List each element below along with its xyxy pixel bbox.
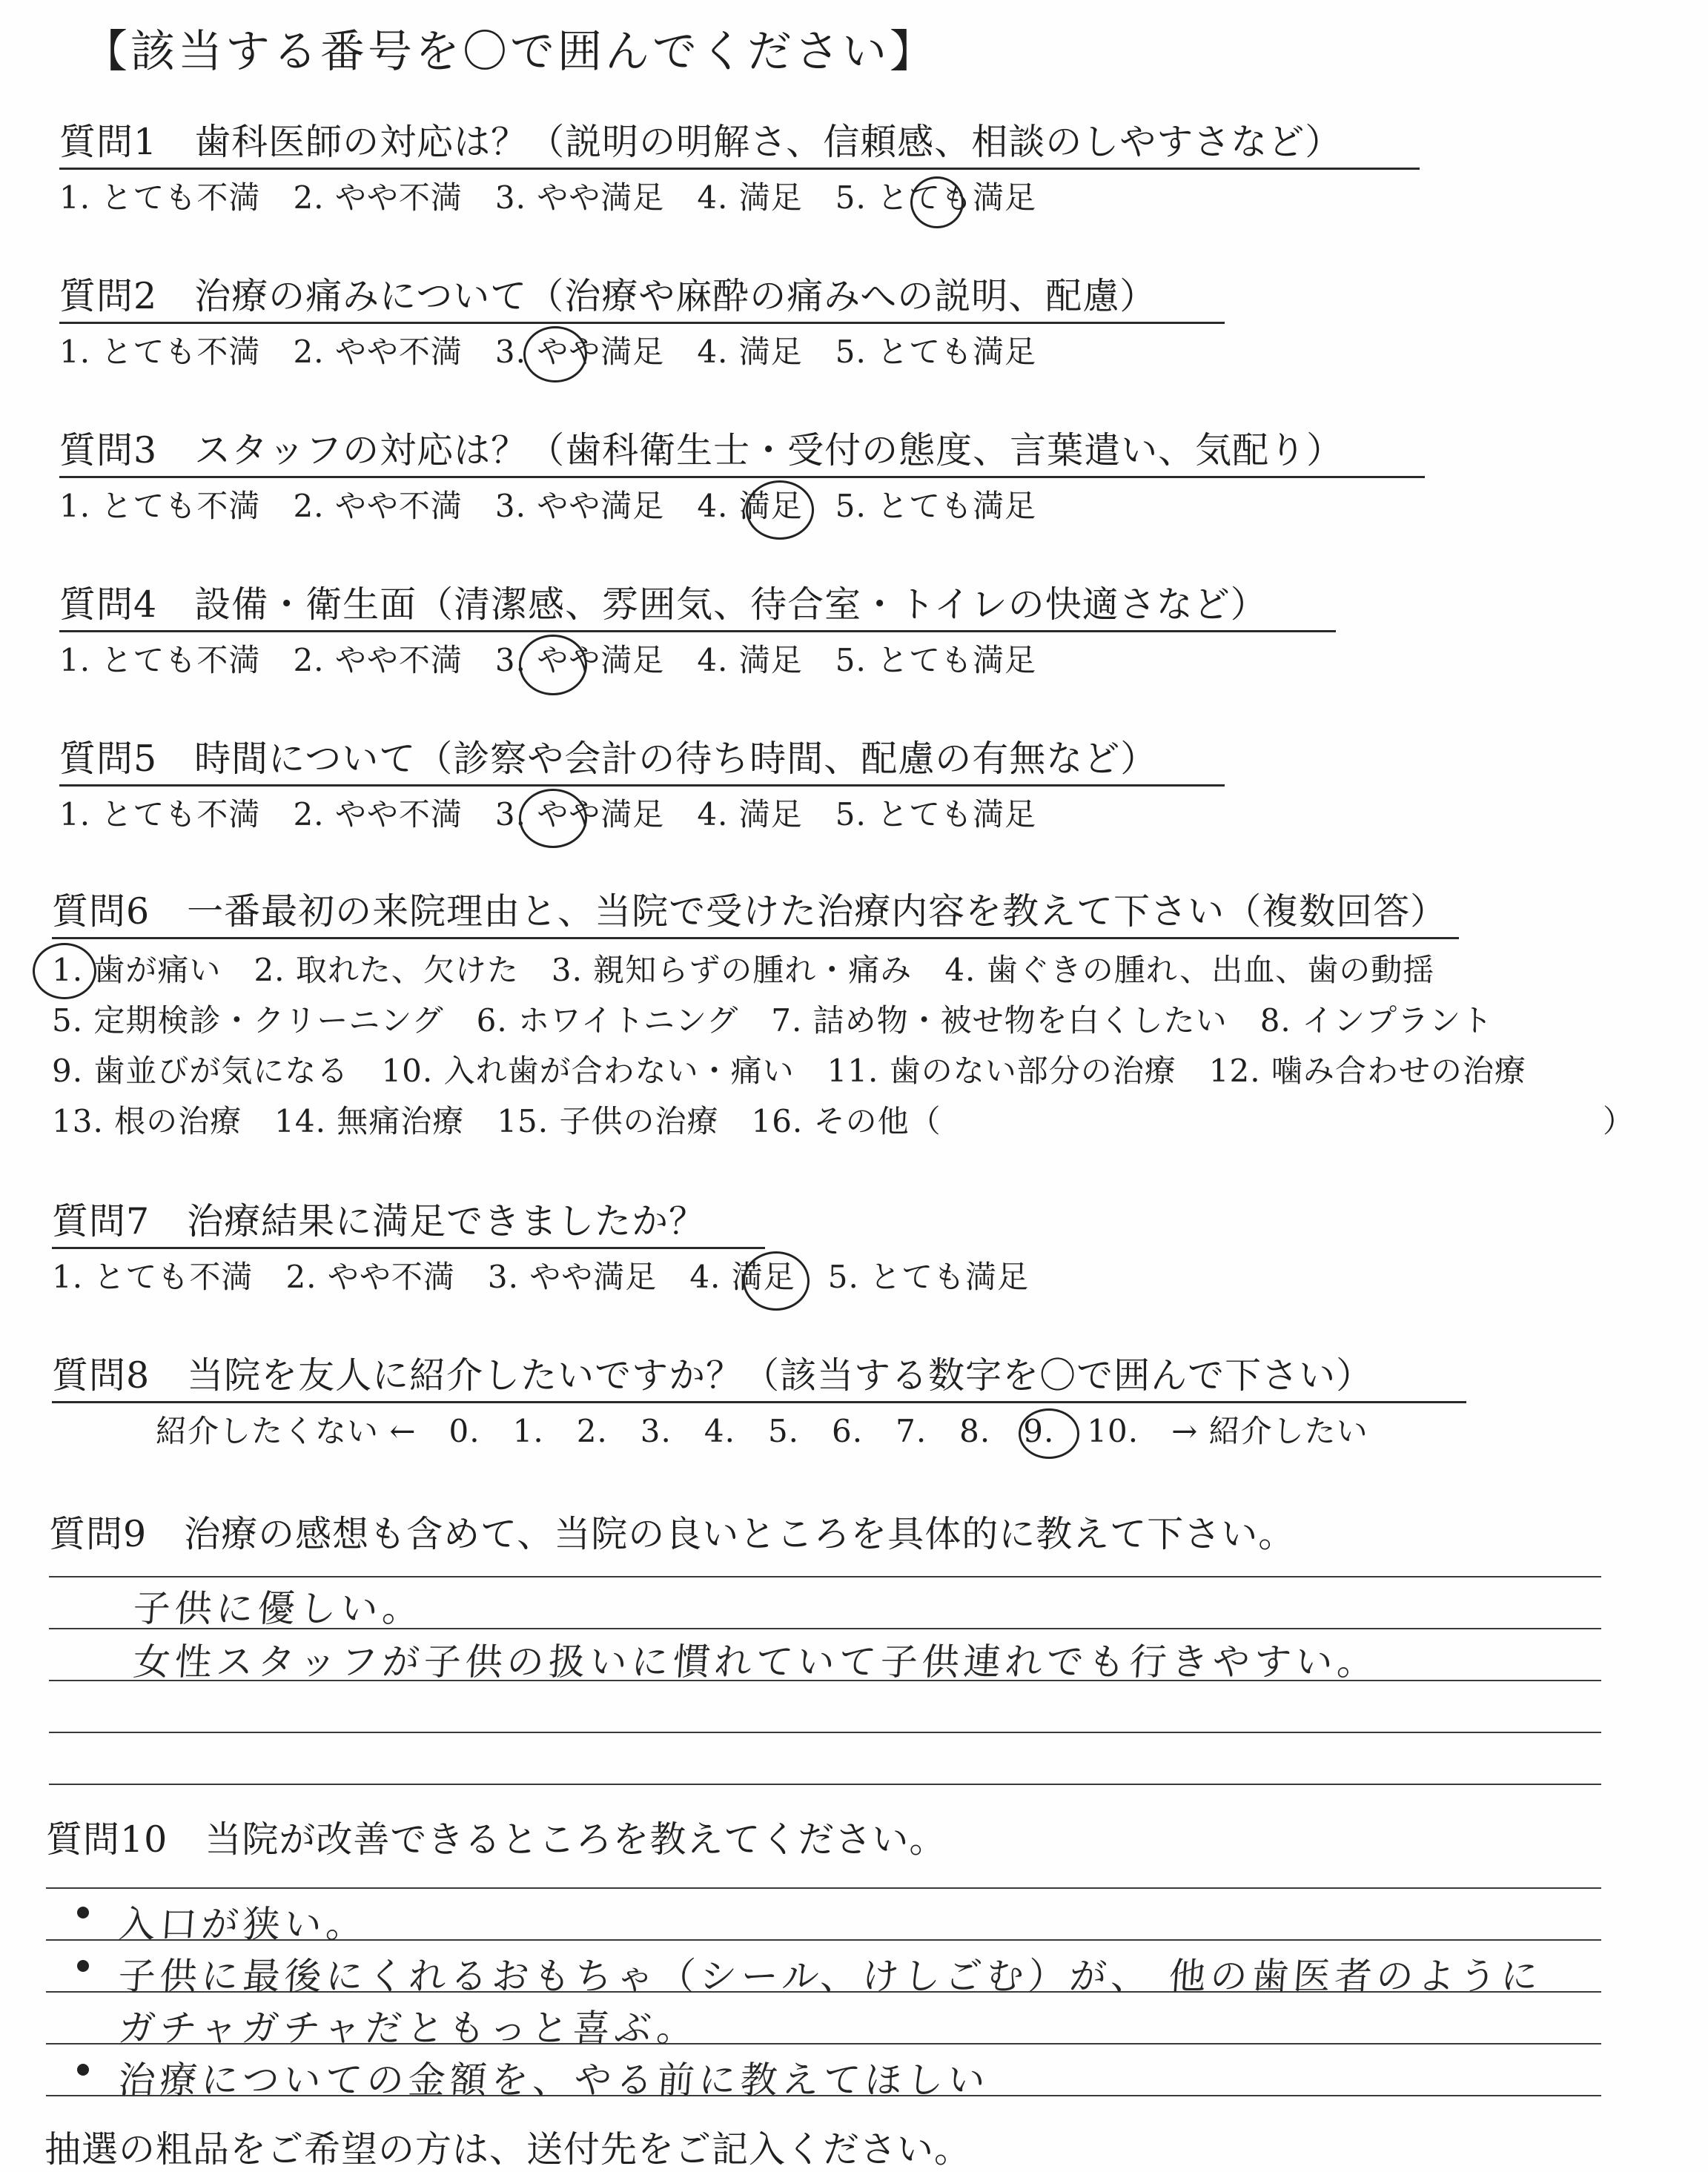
question-3-underline	[59, 476, 1425, 478]
scale-0[interactable]: 0.	[448, 1413, 480, 1449]
question-3-title: 質問3 スタッフの対応は？（歯科衛生士・受付の態度、言葉遣い、気配り）	[59, 429, 1344, 471]
question-2-title: 質問2 治療の痛みについて（治療や麻酔の痛みへの説明、配慮）	[59, 275, 1157, 317]
option-3[interactable]: 3. やや満足	[494, 642, 665, 678]
option-2[interactable]: 2. やや不満	[293, 179, 463, 216]
question-8-scale	[156, 1411, 1401, 1451]
handwritten-answer: 入口が狭い。	[116, 1903, 369, 1946]
question-6-options-row-1	[52, 950, 1467, 990]
answer-line	[49, 1732, 1601, 1733]
option-4[interactable]: 4. 満足	[697, 642, 803, 678]
question-7-options	[52, 1257, 1062, 1297]
question-8-underline	[52, 1401, 1466, 1403]
bullet-dot	[77, 1960, 89, 1972]
other-close-paren: ）	[1603, 1103, 1635, 1139]
question-4-underline	[59, 630, 1336, 632]
option-1[interactable]: 1. とても不満	[59, 334, 261, 370]
question-6-title: 質問6 一番最初の来院理由と、当院で受けた治療内容を教えて下さい（複数回答）	[52, 890, 1448, 933]
option-5[interactable]: 5. とても満足	[835, 642, 1037, 678]
option-4[interactable]: 4. 満足	[697, 796, 803, 832]
option-11[interactable]: 11. 歯のない部分の治療	[827, 1053, 1176, 1089]
scale-7[interactable]: 7.	[896, 1413, 927, 1449]
option-2[interactable]: 2. やや不満	[285, 1259, 455, 1295]
question-10-title: 質問10 当院が改善できるところを教えてください。	[46, 1818, 947, 1861]
question-2-options	[59, 332, 1069, 372]
option-5[interactable]: 5. とても満足	[835, 796, 1037, 832]
option-5[interactable]: 5. とても満足	[835, 488, 1037, 524]
option-3[interactable]: 3. やや満足	[494, 179, 665, 216]
option-10[interactable]: 10. 入れ歯が合わない・痛い	[381, 1053, 795, 1089]
question-7-title: 質問7 治療結果に満足できましたか？	[52, 1200, 706, 1242]
option-5[interactable]: 5. 定期検診・クリーニング	[52, 1002, 444, 1039]
option-9[interactable]: 9. 歯並びが気になる	[52, 1053, 349, 1089]
question-6-options-row-4	[52, 1102, 974, 1142]
option-3[interactable]: 3. 親知らずの腫れ・痛み	[551, 952, 913, 988]
scale-8[interactable]: 8.	[959, 1413, 991, 1449]
question-5-title: 質問5 時間について（診察や会計の待ち時間、配慮の有無など）	[59, 738, 1158, 780]
option-14[interactable]: 14. 無痛治療	[274, 1103, 465, 1139]
option-1[interactable]: 1. とても不満	[52, 1259, 254, 1295]
option-1[interactable]: 1. とても不満	[59, 488, 261, 524]
scale-6[interactable]: 6.	[832, 1413, 864, 1449]
question-1-underline	[59, 168, 1420, 170]
question-5-underline	[59, 784, 1225, 787]
question-4-options	[59, 640, 1069, 681]
answer-line	[49, 1576, 1601, 1577]
option-2[interactable]: 2. やや不満	[293, 642, 463, 678]
option-4[interactable]: 4. 満足	[697, 334, 803, 370]
option-5[interactable]: 5. とても満足	[835, 179, 1037, 216]
scale-5[interactable]: 5.	[767, 1413, 800, 1449]
option-2[interactable]: 2. やや不満	[293, 488, 463, 524]
option-4[interactable]: 4. 満足	[689, 1259, 795, 1295]
option-2[interactable]: 2. やや不満	[293, 796, 463, 832]
scale-1[interactable]: 1.	[512, 1413, 544, 1449]
option-13[interactable]: 13. 根の治療	[52, 1103, 242, 1139]
option-3[interactable]: 3. やや満足	[494, 488, 665, 524]
option-3[interactable]: 3. やや満足	[487, 1259, 658, 1295]
scale-right-label: → 紹介したい	[1171, 1413, 1368, 1449]
question-6-underline	[52, 937, 1459, 939]
question-5-options	[59, 795, 1069, 835]
option-4[interactable]: 4. 満足	[697, 179, 803, 216]
option-16[interactable]: 16. その他（	[751, 1103, 941, 1139]
option-5[interactable]: 5. とても満足	[835, 334, 1037, 370]
footer-note: 抽選の粗品をご希望の方は、送付先をご記入ください。	[44, 2128, 972, 2171]
scale-4[interactable]: 4.	[704, 1413, 735, 1449]
option-7[interactable]: 7. 詰め物・被せ物を白くしたい	[771, 1002, 1228, 1039]
bullet-dot	[77, 1907, 89, 1918]
scale-9[interactable]: 9.	[1023, 1413, 1055, 1449]
option-2[interactable]: 2. やや不満	[293, 334, 463, 370]
question-8-title: 質問8 当院を友人に紹介したいですか？（該当する数字を〇で囲んで下さい）	[52, 1354, 1374, 1397]
option-15[interactable]: 15. 子供の治療	[497, 1103, 719, 1139]
question-7-underline	[52, 1247, 765, 1249]
handwritten-answer: ガチャガチャだともっと喜ぶ。	[116, 2007, 700, 2050]
option-1[interactable]: 1. とても不満	[59, 179, 261, 216]
scale-2[interactable]: 2.	[576, 1413, 608, 1449]
scale-left-label: 紹介したくない ←	[156, 1413, 417, 1449]
handwritten-answer: 女性スタッフが子供の扱いに慣れていて子供連れでも行きやすい。	[131, 1640, 1380, 1683]
option-8[interactable]: 8. インプラント	[1260, 1002, 1494, 1039]
option-3[interactable]: 3. やや満足	[494, 334, 665, 370]
handwritten-answer: 子供に最後にくれるおもちゃ（シール、けしごむ）が、 他の歯医者のように	[116, 1955, 1544, 1998]
scale-3[interactable]: 3.	[640, 1413, 672, 1449]
option-2[interactable]: 2. 取れた、欠けた	[254, 952, 519, 988]
question-3-options	[59, 486, 1069, 526]
option-12[interactable]: 12. 噛み合わせの治療	[1208, 1053, 1526, 1089]
question-2-underline	[59, 322, 1225, 324]
answer-line	[46, 1887, 1601, 1889]
option-4[interactable]: 4. 歯ぐきの腫れ、出血、歯の動揺	[944, 952, 1435, 988]
question-1-title: 質問1 歯科医師の対応は？（説明の明解さ、信頼感、相談のしやすさなど）	[59, 121, 1343, 163]
option-4[interactable]: 4. 満足	[697, 488, 803, 524]
option-1[interactable]: 1. とても不満	[59, 642, 261, 678]
answer-line	[49, 1784, 1601, 1785]
question-4-title: 質問4 設備・衛生面（清潔感、雰囲気、待合室・トイレの快適さなど）	[59, 583, 1268, 626]
option-5[interactable]: 5. とても満足	[827, 1259, 1030, 1295]
question-6-options-row-2	[52, 1001, 1526, 1041]
option-6[interactable]: 6. ホワイトニング	[476, 1002, 739, 1039]
handwritten-answer: 治療についての金額を、やる前に教えてほしい	[116, 2059, 991, 2102]
question-1-options	[59, 178, 1069, 218]
handwritten-answer: 子供に優しい。	[131, 1587, 426, 1630]
question-6-options-row-3	[52, 1051, 1559, 1091]
form-header: 【該当する番号を〇で囲んでください】	[83, 26, 937, 78]
scale-10[interactable]: 10.	[1087, 1413, 1139, 1449]
option-1[interactable]: 1. とても不満	[59, 796, 261, 832]
option-3[interactable]: 3. やや満足	[494, 796, 665, 832]
question-9-title: 質問9 治療の感想も含めて、当院の良いところを具体的に教えて下さい。	[49, 1513, 1296, 1555]
option-1[interactable]: 1. 歯が痛い	[52, 952, 222, 988]
bullet-dot	[77, 2064, 89, 2076]
